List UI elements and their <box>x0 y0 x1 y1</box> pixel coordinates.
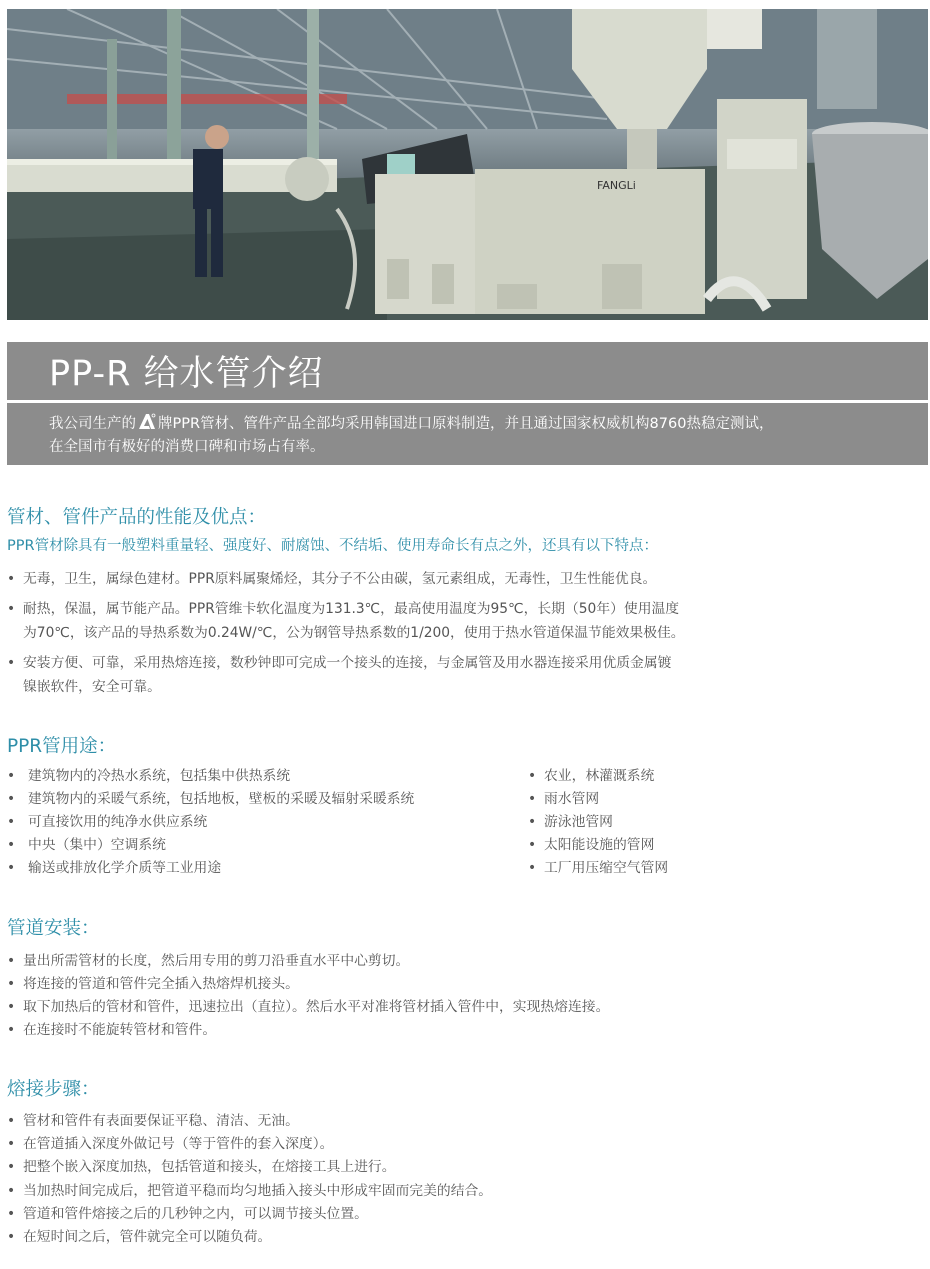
title-banner <box>7 342 928 400</box>
feature-item-continuation: 镍嵌软件，安全可靠。 <box>23 679 161 695</box>
factory-photo <box>7 9 928 320</box>
intro-line-1 <box>49 413 773 434</box>
features-subheading: PPR管材除具有一般塑料重量轻、强度好、耐腐蚀、不结垢、使用寿命长有点之外，还具有以下特点： <box>7 538 659 554</box>
welding-heading: 熔接步骤： <box>7 1079 100 1100</box>
features-heading: 管材、管件产品的性能及优点： <box>7 507 267 528</box>
machine-brand-label: FANGLi <box>597 179 636 192</box>
brand-logo-icon <box>138 413 156 430</box>
page-title: PP-R 给水管介绍 <box>49 354 324 394</box>
factory-illustration <box>7 9 928 320</box>
install-heading: 管道安装： <box>7 918 100 939</box>
intro-line-2: 在全国市有极好的消费口碑和市场占有率。 <box>49 439 325 455</box>
intro-text-pre: 我公司生产的 <box>49 416 136 432</box>
feature-item-continuation: 为70℃，该产品的导热系数为0.24W/℃，公为钢管导热系数的1/200，使用于热水管道保温节能效果极佳。 <box>23 625 685 641</box>
intro-box <box>7 403 928 465</box>
intro-text-post: 牌PPR管材、管件产品全部均采用韩国进口原料制造，并且通过国家权威机构8760热稳定测试， <box>158 416 774 432</box>
uses-heading: PPR管用途： <box>7 736 117 757</box>
